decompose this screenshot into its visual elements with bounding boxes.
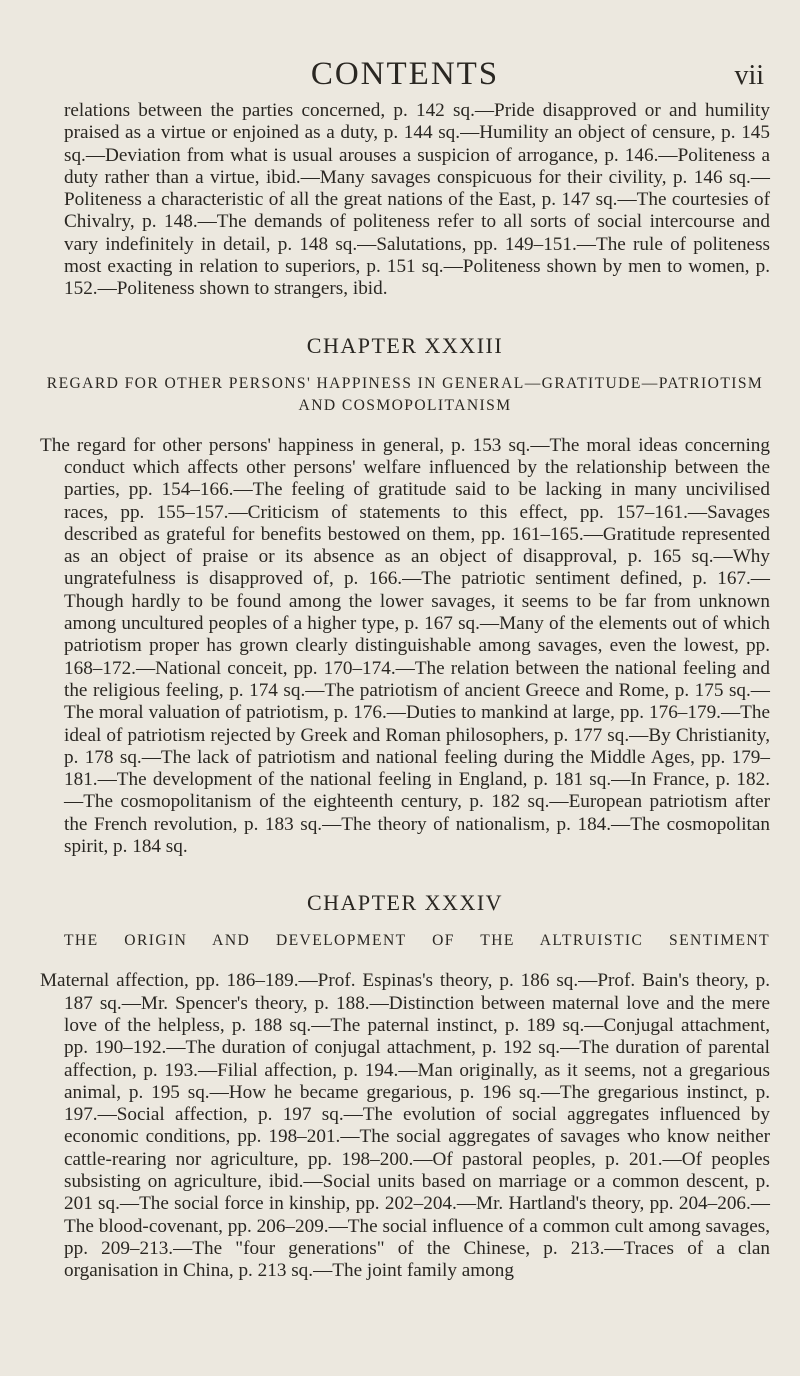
page-number: vii (734, 60, 764, 91)
chapter-subtitle-33: REGARD FOR OTHER PERSONS' HAPPINESS IN GENERAL—GRATITUDE—PATRIOTISM AND COSMOPOLITANISM (46, 374, 764, 414)
running-head (40, 0, 770, 100)
chapter-summary-34: Maternal affection, pp. 186–189.—Prof. Espinas's theory, p. 186 sq.—Prof. Bain's theory, p. 187 sq.—Mr. Spencer's theory, p. 188.—Distinction between maternal love and the mere love of the helpless, p. 188 sq.—The paternal instinct, p. 189 sq.—Conjugal attachment, pp. 190–192.—The duration of conjugal attachment, p. 192 sq.—The duration of parental affection, p. 193.—Filial affection, p. 194.—Man originally, as it seems, not a gregarious animal, p. 195 sq.—How he became gregarious, p. 196 sq.—The gregarious instinct, p. 197.—Social affection, p. 197 sq.—The evolution of social aggregates influenced by economic conditions, pp. 198–201.—The social aggregates of savages who know neither cattle-rearing nor agriculture, pp. 198–200.—Of pastoral peoples, p. 201.—Of peoples subsisting on agriculture, ibid.—Social units based on marriage or a common descent, p. 201 sq.—The social force in kinship, pp. 202–204.—Mr. Hartland's theory, pp. 204–206.—The blood-covenant, pp. 206–209.—The social influence of a common cult among savages, pp. 209–213.—The "four generations" of the Chinese, p. 213.—Traces of a clan organisation in China, p. 213 sq.—The joint family among (40, 970, 770, 1282)
page-title: CONTENTS (310, 56, 500, 92)
chapter-summary-33: The regard for other persons' happiness in general, p. 153 sq.—The moral ideas concerning conduct which affects other persons' welfare influenced by the relationship between the parties, pp. 154–166.—The feeling of gratitude said to be lacking in many uncivilised races, pp. 155–157.—Criticism of statements to this effect, pp. 157–161.—Savages described as grateful for benefits bestowed on them, pp. 161–165.—Gratitude represented as an object of praise or its absence as an object of disapproval, p. 165 sq.—Why ungratefulness is disapproved of, p. 166.—The patriotic sentiment defined, p. 167.—Though hardly to be found among the lower savages, it seems to be far from unknown among uncultured peoples of a higher type, p. 167 sq.—Many of the elements out of which patriotism proper has grown clearly distinguishable among savages, even the lowest, pp. 168–172.—National conceit, pp. 170–174.—The relation between the national feeling and the religious feeling, p. 174 sq.—The patriotism of ancient Greece and Rome, p. 175 sq.—The moral valuation of patriotism, p. 176.—Duties to mankind at large, pp. 176–179.—The ideal of patriotism rejected by Greek and Roman philosophers, p. 177 sq.—By Christianity, p. 178 sq.—The lack of patriotism and national feeling during the Middle Ages, pp. 179–181.—The development of the national feeling in England, p. 181 sq.—In France, p. 182.—The cosmopolitanism of the eighteenth century, p. 182 sq.—European patriotism after the French revolution, p. 183 sq.—The theory of nationalism, p. 184.—The cosmopolitan spirit, p. 184 sq. (40, 434, 770, 858)
chapter-heading-34: CHAPTER XXXIV (306, 890, 504, 916)
continued-paragraph: relations between the parties concerned, p. 142 sq.—Pride disapproved or and humility praised as a virtue or enjoined as a duty, p. 144 sq.—Humility an object of censure, p. 145 sq.—Deviation from what is usual arouses a suspicion of arrogance, p. 146.—Politeness a duty rather than a virtue, ibid.—Many savages conspicuous for their civility, p. 146 sq.—Politeness a characteristic of all the great nations of the East, p. 147 sq.—The courtesies of Chivalry, p. 148.—The demands of politeness refer to all sorts of social intercourse and vary indefinitely in detail, p. 148 sq.—Salutations, pp. 149–151.—The rule of politeness most exacting in relation to superiors, p. 151 sq.—Politeness shown by men to women, p. 152.—Politeness shown to strangers, ibid. (64, 100, 770, 300)
chapter-heading-33: CHAPTER XXXIII (306, 332, 504, 358)
chapter-subtitle-34: THE ORIGIN AND DEVELOPMENT OF THE ALTRUISTIC SENTIMENT (64, 932, 770, 950)
